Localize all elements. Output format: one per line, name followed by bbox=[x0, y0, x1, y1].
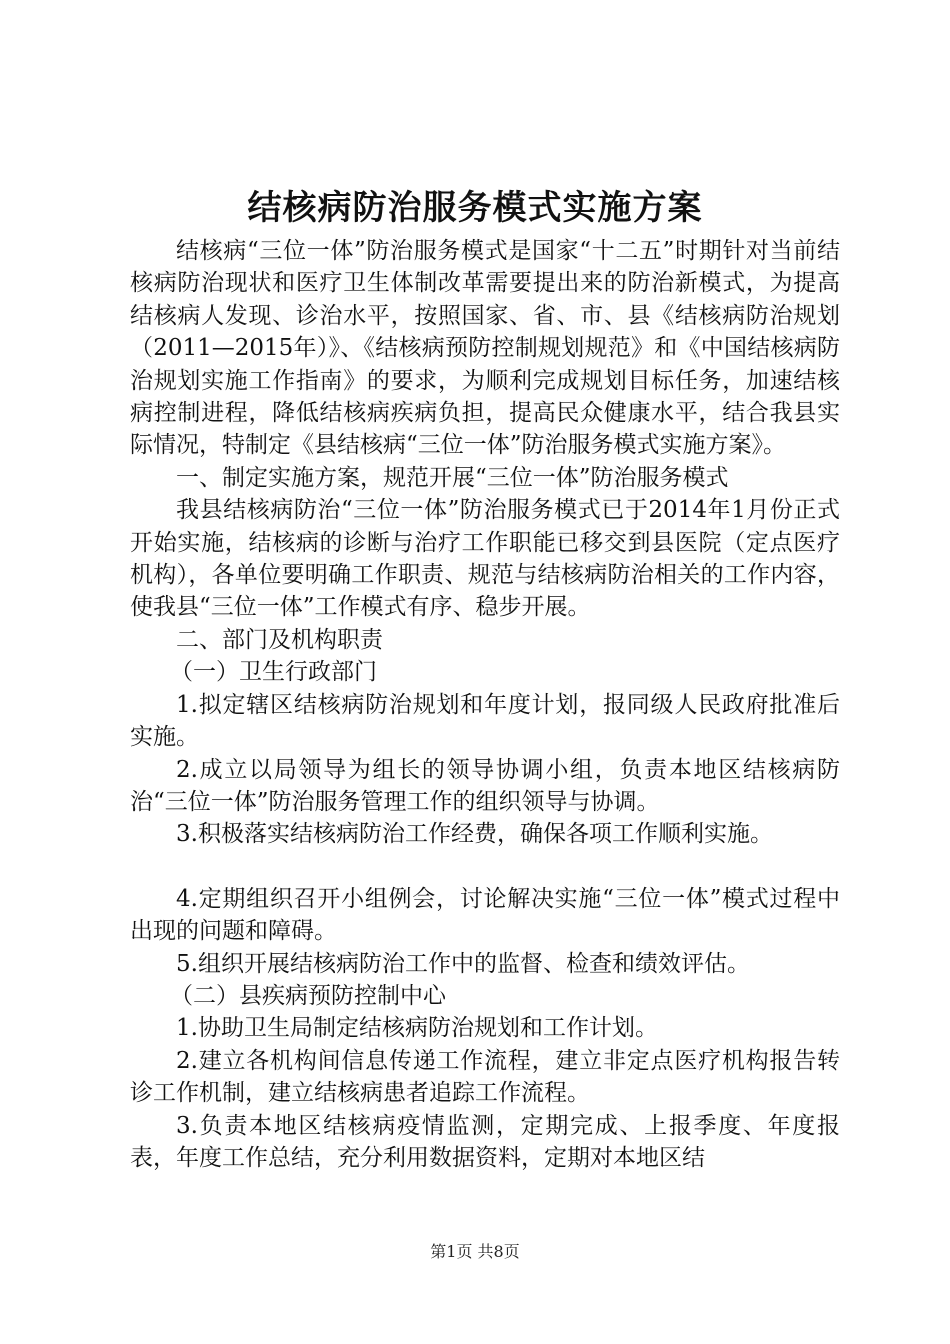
page-footer: 第1页 共8页 bbox=[430, 1242, 520, 1261]
list-item-2: 2.成立以局领导为组长的领导协调小组，负责本地区结核病防治“三位一体”防治服务管理工作的组织领导与协调。 bbox=[130, 756, 840, 815]
subsection-heading-1: （一）卫生行政部门 bbox=[170, 659, 377, 686]
paragraph-section-1: 我县结核病防治“三位一体”防治服务模式已于2014年1月份正式开始实施，结核病的诊断与治疗工作职能已移交到县医院（定点医疗机构），各单位要明确工作职责、规范与结核病防治相关的工作内容，使我县“三位一体”工作模式有序、稳步开展。 bbox=[130, 497, 840, 621]
list-item-7: 2.建立各机构间信息传递工作流程，建立非定点医疗机构报告转诊工作机制，建立结核病患者追踪工作流程。 bbox=[130, 1047, 840, 1107]
document-body bbox=[130, 235, 840, 1174]
section-heading-2: 二、部门及机构职责 bbox=[176, 626, 383, 653]
list-item-4: 4.定期组织召开小组例会，讨论解决实施“三位一体”模式过程中出现的问题和障碍。 bbox=[130, 885, 840, 945]
list-item-1: 1.拟定辖区结核病防治规划和年度计划，报同级人民政府批准后实施。 bbox=[130, 691, 840, 751]
list-item-6: 1.协助卫生局制定结核病防治规划和工作计划。 bbox=[176, 1015, 658, 1042]
blank-line bbox=[130, 851, 840, 883]
list-item-3: 3.积极落实结核病防治工作经费，确保各项工作顺利实施。 bbox=[176, 821, 773, 848]
list-item-8: 3.负责本地区结核病疫情监测，定期完成、上报季度、年度报表，年度工作总结，充分利用数据资料，定期对本地区结 bbox=[130, 1112, 840, 1171]
list-item-5: 5.组织开展结核病防治工作中的监督、检查和绩效评估。 bbox=[176, 950, 750, 977]
subsection-heading-2: （二）县疾病预防控制中心 bbox=[170, 982, 446, 1009]
section-heading-1: 一、制定实施方案，规范开展“三位一体”防治服务模式 bbox=[176, 464, 729, 491]
document-title: 结核病防治服务模式实施方案 bbox=[247, 188, 703, 228]
paragraph-intro: 结核病“三位一体”防治服务模式是国家“十二五”时期针对当前结核病防治现状和医疗卫生体制改革需要提出来的防治新模式，为提高结核病人发现、诊治水平，按照国家、省、市、县《结核病防治规划（2011—2015年）》、《结核病预防控制规划规范》和《中国结核病防治规划实施工作指南》的要求，为顺利完成规划目标任务，加速结核病控制进程，降低结核病疾病负担，提高民众健康水平，结合我县实际情况，特制定《县结核病“三位一体”防治服务模式实施方案》。 bbox=[130, 238, 840, 459]
